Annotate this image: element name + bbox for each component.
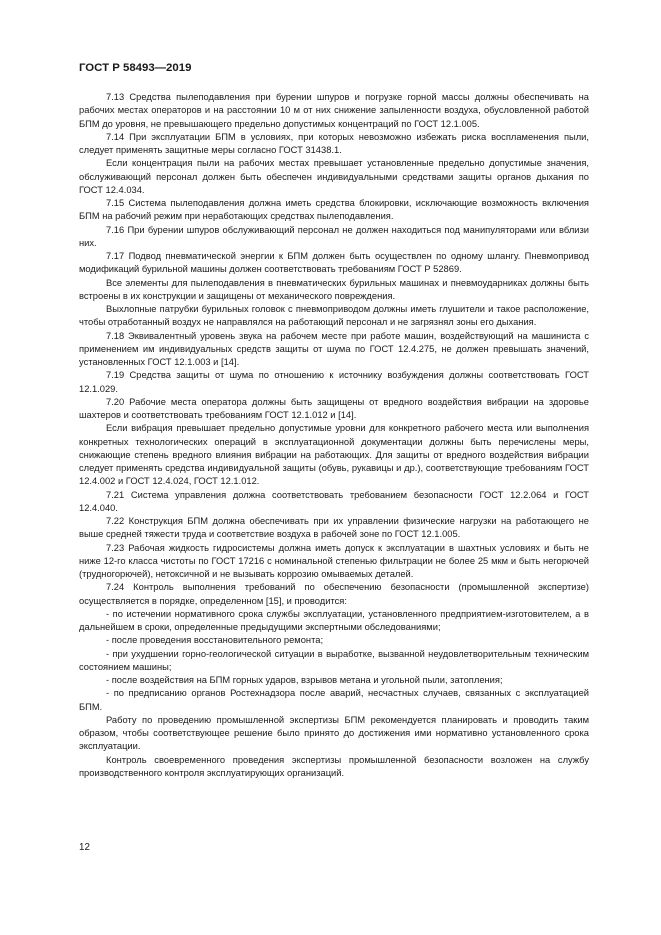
paragraph-7-21: 7.21 Система управления должна соответствовать требованием безопасности ГОСТ 12.2.064 и ГОСТ 12.4.040. [79,489,589,513]
paragraph-7-19: 7.19 Средства защиты от шума по отношению к источнику возбуждения должны соответствовать ГОСТ 12.1.029. [79,370,589,394]
paragraph: Если вибрация превышает предельно допустимые уровни для конкретного рабочего места или выполнения конкретных технологических операций в эксплуатационной документации должны быть перечислены меры, снижающие степень вредного влияния вибрации на работающих. Для защиты от вредного воздействия вибрации следует применять средства индивидуальной защиты (обувь, рукавицы и др.), соответствующие требованиям ГОСТ 12.4.002 и ГОСТ 12.4.024, ГОСТ 12.1.012. [79,423,589,487]
paragraph-7-23: 7.23 Рабочая жидкость гидросистемы должна иметь допуск к эксплуатации в шахтных условиях и быть не ниже 12-го класса чистоты по ГОСТ 17216 с номинальной степенью фильтрации не более 25 мкм и быть негорючей (трудногорючей), нетоксичной и не вызывать коррозию омываемых деталей. [79,542,589,579]
paragraph: Все элементы для пылеподавления в пневматических бурильных машинах и пневмоударниках должны быть встроены в их конструкции и защищены от механического повреждения. [79,277,589,301]
list-item: - при ухудшении горно-геологической ситуации в выработке, вызванной неудовлетворительным техническим состоянием машины; [79,648,589,672]
paragraph-7-13: 7.13 Средства пылеподавления при бурении шпуров и погрузке горной массы должны обеспечивать на рабочих местах операторов и на расстоянии 10 м от них снижение запыленности воздуха, обусловленной работой БПМ до уровня, не превышающего предельно допустимых концентраций по ГОСТ 12.1.005. [79,92,589,129]
paragraph-7-15: 7.15 Система пылеподавления должна иметь средства блокировки, исключающие возможность включения БПМ на рабочий режим при неработающих средствах пылеподавления. [79,198,589,222]
paragraph-7-14: 7.14 При эксплуатации БПМ в условиях, при которых невозможно избежать риска воспламенения пыли, следует применять защитные меры согласно ГОСТ 31438.1. [79,131,589,155]
page-body [79,91,589,780]
page-number: 12 [79,842,90,853]
list-item: - по предписанию органов Ростехнадзора после аварий, несчастных случаев, связанных с эксплуатацией БПМ. [79,688,589,712]
list-item: - по истечении нормативного срока службы эксплуатации, установленного предприятием-изготовителем, а в дальнейшем в сроки, определенные предыдущими экспертными обследованиями; [79,608,589,632]
list-item: - после проведения восстановительного ремонта; [106,635,324,646]
paragraph: Если концентрация пыли на рабочих местах превышает установленные предельно допустимые значения, обслуживающий персонал должен быть обеспечен индивидуальными средствами защиты органов дыхания по ГОСТ 12.4.034. [79,158,589,195]
paragraph: Контроль своевременного проведения экспертизы промышленной безопасности возложен на службу производственного контроля эксплуатирующих организаций. [79,754,589,778]
paragraph: Выхлопные патрубки бурильных головок с пневмоприводом должны иметь глушители и такое расположение, чтобы отработанный воздух не направлялся на работающий персонал и не загрязнял зоны его дыхания. [79,304,589,328]
paragraph-7-18: 7.18 Эквивалентный уровень звука на рабочем месте при работе машин, воздействующий на машиниста с применением им индивидуальных средств защиты от шума по ГОСТ 12.4.275, не должен превышать значений, установленных ГОСТ 12.1.003 и [14]. [79,330,589,367]
paragraph: Работу по проведению промышленной экспертизы БПМ рекомендуется планировать и проводить таким образом, чтобы соответствующее решение было принято до достижения ими нормативно установленного срока эксплуатации. [79,714,589,752]
paragraph-7-17: 7.17 Подвод пневматической энергии к БПМ должен быть осуществлен по одному шлангу. Пневмопривод модификаций бурильной машины должен соответствовать требованиям ГОСТ Р 52869. [79,251,589,275]
paragraph-7-20: 7.20 Рабочие места оператора должны быть защищены от вредного воздействия вибрации на здоровье шахтеров и соответствовать требованиям ГОСТ 12.1.012 и [14]. [79,396,589,420]
list-item: - после воздействия на БПМ горных ударов, взрывов метана и угольной пыли, затопления; [106,675,503,685]
paragraph-7-22: 7.22 Конструкция БПМ должна обеспечивать при их управлении физические нагрузки на работающего не выше средней тяжести труда и соответствие воздуха в рабочей зоне по ГОСТ 12.1.005. [79,516,589,540]
paragraph-7-24: 7.24 Контроль выполнения требований по обеспечению безопасности (промышленной экспертизе) осуществляется в порядке, определенном [15], и проводится: [79,582,589,606]
document-header: ГОСТ Р 58493—2019 [79,62,192,74]
paragraph-7-16: 7.16 При бурении шпуров обслуживающий персонал не должен находиться под манипуляторами или вблизи них. [79,224,589,248]
